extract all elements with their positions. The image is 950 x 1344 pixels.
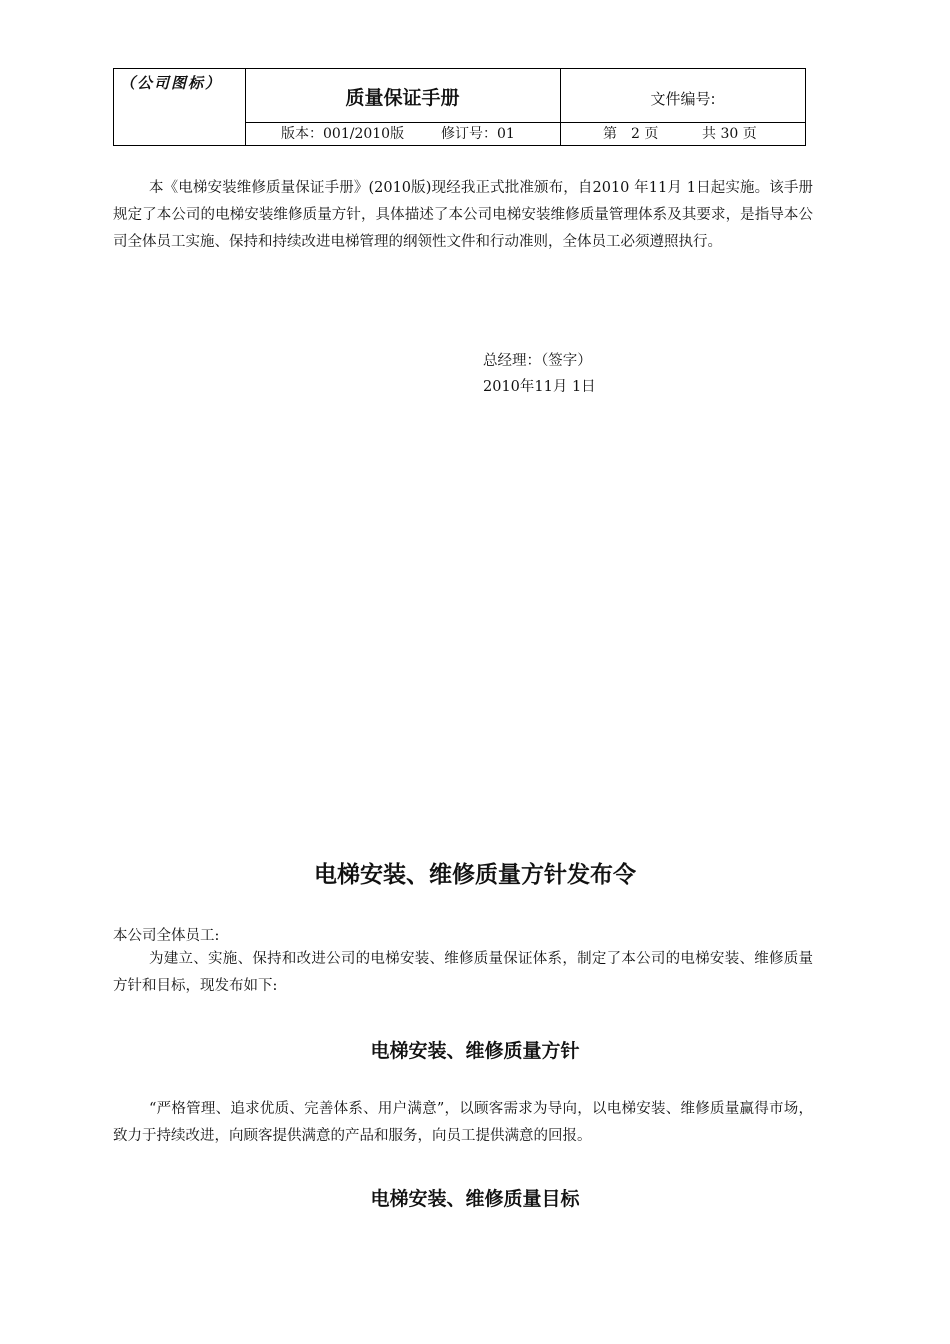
- version-cell: [245, 123, 561, 145]
- signature-date: 2010年11月 1日: [483, 379, 596, 395]
- page-cell: [561, 123, 805, 145]
- quality-objective-title: 电梯安装、维修质量目标: [370, 1188, 580, 1210]
- quality-policy-title: 电梯安装、维修质量方针: [370, 1040, 580, 1062]
- release-order-title: 电梯安装、维修质量方针发布令: [314, 862, 636, 888]
- version-text: 版本：001/2010版: [281, 126, 405, 142]
- salutation: 本公司全体员工:: [113, 928, 220, 944]
- quality-policy-paragraph: “严格管理、追求优质、完善体系、用户满意”，以顾客需求为导向，以电梯安装、维修质量赢得市场，致力于持续改进，向顾客提供满意的产品和服务，向员工提供满意的回报。: [113, 1101, 813, 1144]
- document-number-label: 文件编号:: [561, 69, 805, 123]
- header-table: [113, 68, 806, 146]
- revision-text: 修订号：01: [441, 126, 515, 142]
- company-logo-placeholder: （公司图标）: [120, 74, 223, 92]
- intro-paragraph: 本《电梯安装维修质量保证手册》(2010版)现经我正式批准颁布，自2010 年11月 1日起实施。该手册规定了本公司的电梯安装维修质量方针，具体描述了本公司电梯安装维修质量管理体系及其要求，是指导本公司全体员工实施、保持和持续改进电梯管理的纲领性文件和行动准则，全体员工必须遵照执行。: [113, 180, 813, 250]
- total-pages: 共 30 页: [702, 126, 757, 142]
- manual-title: 质量保证手册: [245, 69, 561, 123]
- logo-cell: [114, 69, 246, 145]
- signature-line: 总经理：（签字）: [483, 353, 592, 369]
- page-number: 第 2 页: [603, 126, 659, 142]
- release-order-paragraph: 为建立、实施、保持和改进公司的电梯安装、维修质量保证体系，制定了本公司的电梯安装、维修质量方针和目标，现发布如下:: [113, 951, 813, 994]
